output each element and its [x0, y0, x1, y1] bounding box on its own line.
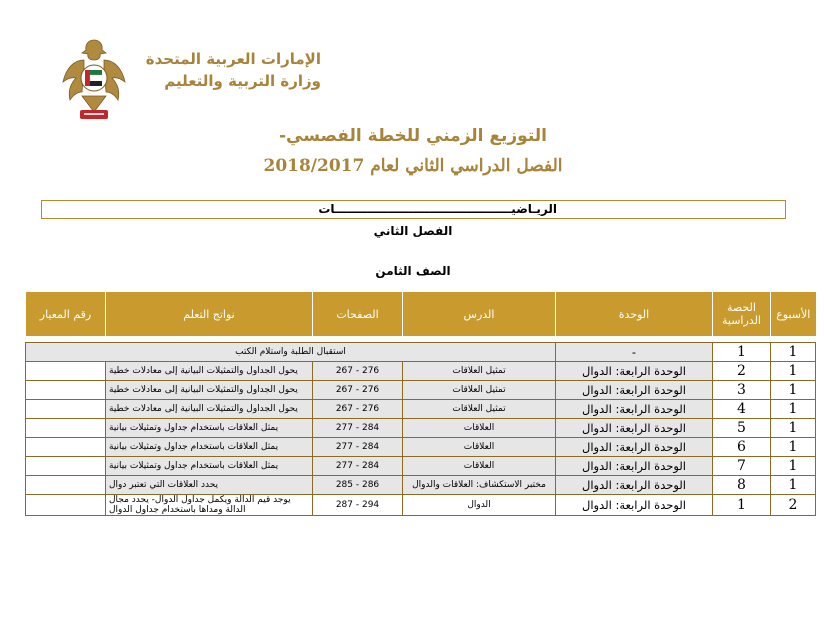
outcome-cell: يوجد قيم الدالة ويكمل جداول الدوال- يحدد مجال الدالة ومداها باستخدام جداول الدوال: [106, 495, 313, 516]
unit-cell: الوحدة الرابعة: الدوال: [556, 419, 713, 438]
lesson-cell: تمثيل العلاقات: [403, 381, 556, 400]
table-row: [26, 362, 816, 381]
week-cell: 1: [771, 438, 816, 457]
table-row: [26, 381, 816, 400]
term-label: الفصل الثاني: [373, 224, 453, 238]
lesson-cell: تمثيل العلاقات: [403, 400, 556, 419]
standard-cell: [26, 400, 106, 419]
standard-cell: [26, 419, 106, 438]
week-cell: 1: [771, 400, 816, 419]
page-title: التوزيع الزمني للخطة الفصسي-: [279, 126, 547, 146]
unit-cell: الوحدة الرابعة: الدوال: [556, 362, 713, 381]
header-week: الأسبوع: [771, 292, 816, 336]
pages-cell: 285 - 286: [313, 476, 403, 495]
lesson-cell: مختبر الاستكشاف: العلاقات والدوال: [403, 476, 556, 495]
header-unit: الوحدة: [556, 292, 713, 336]
table-row: [26, 400, 816, 419]
outcome-cell: يحول الجداول والتمثيلات البيانية إلى معادلات خطية: [106, 362, 313, 381]
header-lesson-no: الحصة الدراسية: [713, 292, 771, 336]
outcome-cell: يحول الجداول والتمثيلات البيانية إلى معادلات خطية: [106, 381, 313, 400]
unit-cell: الوحدة الرابعة: الدوال: [556, 438, 713, 457]
week-cell: 1: [771, 343, 816, 362]
lesson-no-cell: 6: [713, 438, 771, 457]
pages-cell: 277 - 284: [313, 419, 403, 438]
lesson-cell: العلاقات: [403, 438, 556, 457]
header-standard: رقم المعيار: [26, 292, 106, 336]
unit-cell: الوحدة الرابعة: الدوال: [556, 381, 713, 400]
pages-cell: 287 - 294: [313, 495, 403, 516]
table-row: [26, 476, 816, 495]
table-row: [26, 419, 816, 438]
outcome-cell: يحدد العلاقات التي تعتبر دوال: [106, 476, 313, 495]
standard-cell: [26, 457, 106, 476]
pages-cell: 267 - 276: [313, 400, 403, 419]
lesson-no-cell: 3: [713, 381, 771, 400]
lesson-no-cell: 1: [713, 343, 771, 362]
outcome-cell: يمثل العلاقات باستخدام جداول وتمثيلات بيانية: [106, 457, 313, 476]
ministry-line1: الإمارات العربية المتحدة: [145, 50, 321, 68]
ministry-name: [146, 48, 321, 92]
unit-cell: الوحدة الرابعة: الدوال: [556, 495, 713, 516]
standard-cell: [26, 495, 106, 516]
header-outcomes: نواتج التعلم: [106, 292, 313, 336]
standard-cell: [26, 476, 106, 495]
week-cell: 1: [771, 381, 816, 400]
week-cell: 1: [771, 419, 816, 438]
week-cell: 1: [771, 476, 816, 495]
subject-label: الريـاضيـــــــــــــــــــــــــــــــــــــــــــات: [318, 202, 557, 216]
outcome-cell: يمثل العلاقات باستخدام جداول وتمثيلات بيانية: [106, 438, 313, 457]
grade-label: الصف الثامن: [375, 264, 451, 278]
outcome-cell: يحول الجداول والتمثيلات البيانية إلى معادلات خطية: [106, 400, 313, 419]
lesson-no-cell: 1: [713, 495, 771, 516]
unit-cell: الوحدة الرابعة: الدوال: [556, 457, 713, 476]
ministry-line2: وزارة التربية والتعليم: [164, 72, 321, 90]
unit-cell: -: [556, 343, 713, 362]
standard-cell: [26, 438, 106, 457]
lesson-no-cell: 8: [713, 476, 771, 495]
pages-cell: 277 - 284: [313, 438, 403, 457]
pages-cell: 277 - 284: [313, 457, 403, 476]
lesson-no-cell: 7: [713, 457, 771, 476]
page-subtitle: الفصل الدراسي الثاني لعام 2018/2017: [263, 156, 563, 176]
table-header-row: [26, 292, 816, 336]
table-row: [26, 495, 816, 516]
lesson-cell: العلاقات: [403, 419, 556, 438]
merged-cell: استقبال الطلبة واستلام الكتب: [26, 343, 556, 362]
lesson-cell: الدوال: [403, 495, 556, 516]
week-cell: 2: [771, 495, 816, 516]
lesson-no-cell: 5: [713, 419, 771, 438]
standard-cell: [26, 362, 106, 381]
header-lesson: الدرس: [403, 292, 556, 336]
week-cell: 1: [771, 362, 816, 381]
standard-cell: [26, 381, 106, 400]
table-row: [26, 457, 816, 476]
outcome-cell: يمثل العلاقات باستخدام جداول وتمثيلات بيانية: [106, 419, 313, 438]
header-pages: الصفحات: [313, 292, 403, 336]
week-cell: 1: [771, 457, 816, 476]
pages-cell: 267 - 276: [313, 362, 403, 381]
pages-cell: 267 - 276: [313, 381, 403, 400]
uae-emblem-icon: [60, 38, 128, 122]
table-row: [26, 438, 816, 457]
subject-box: [41, 200, 786, 219]
lesson-no-cell: 2: [713, 362, 771, 381]
lesson-cell: العلاقات: [403, 457, 556, 476]
unit-cell: الوحدة الرابعة: الدوال: [556, 476, 713, 495]
lesson-cell: تمثيل العلاقات: [403, 362, 556, 381]
table-row: [26, 343, 816, 362]
plan-table: [25, 292, 816, 516]
lesson-no-cell: 4: [713, 400, 771, 419]
unit-cell: الوحدة الرابعة: الدوال: [556, 400, 713, 419]
